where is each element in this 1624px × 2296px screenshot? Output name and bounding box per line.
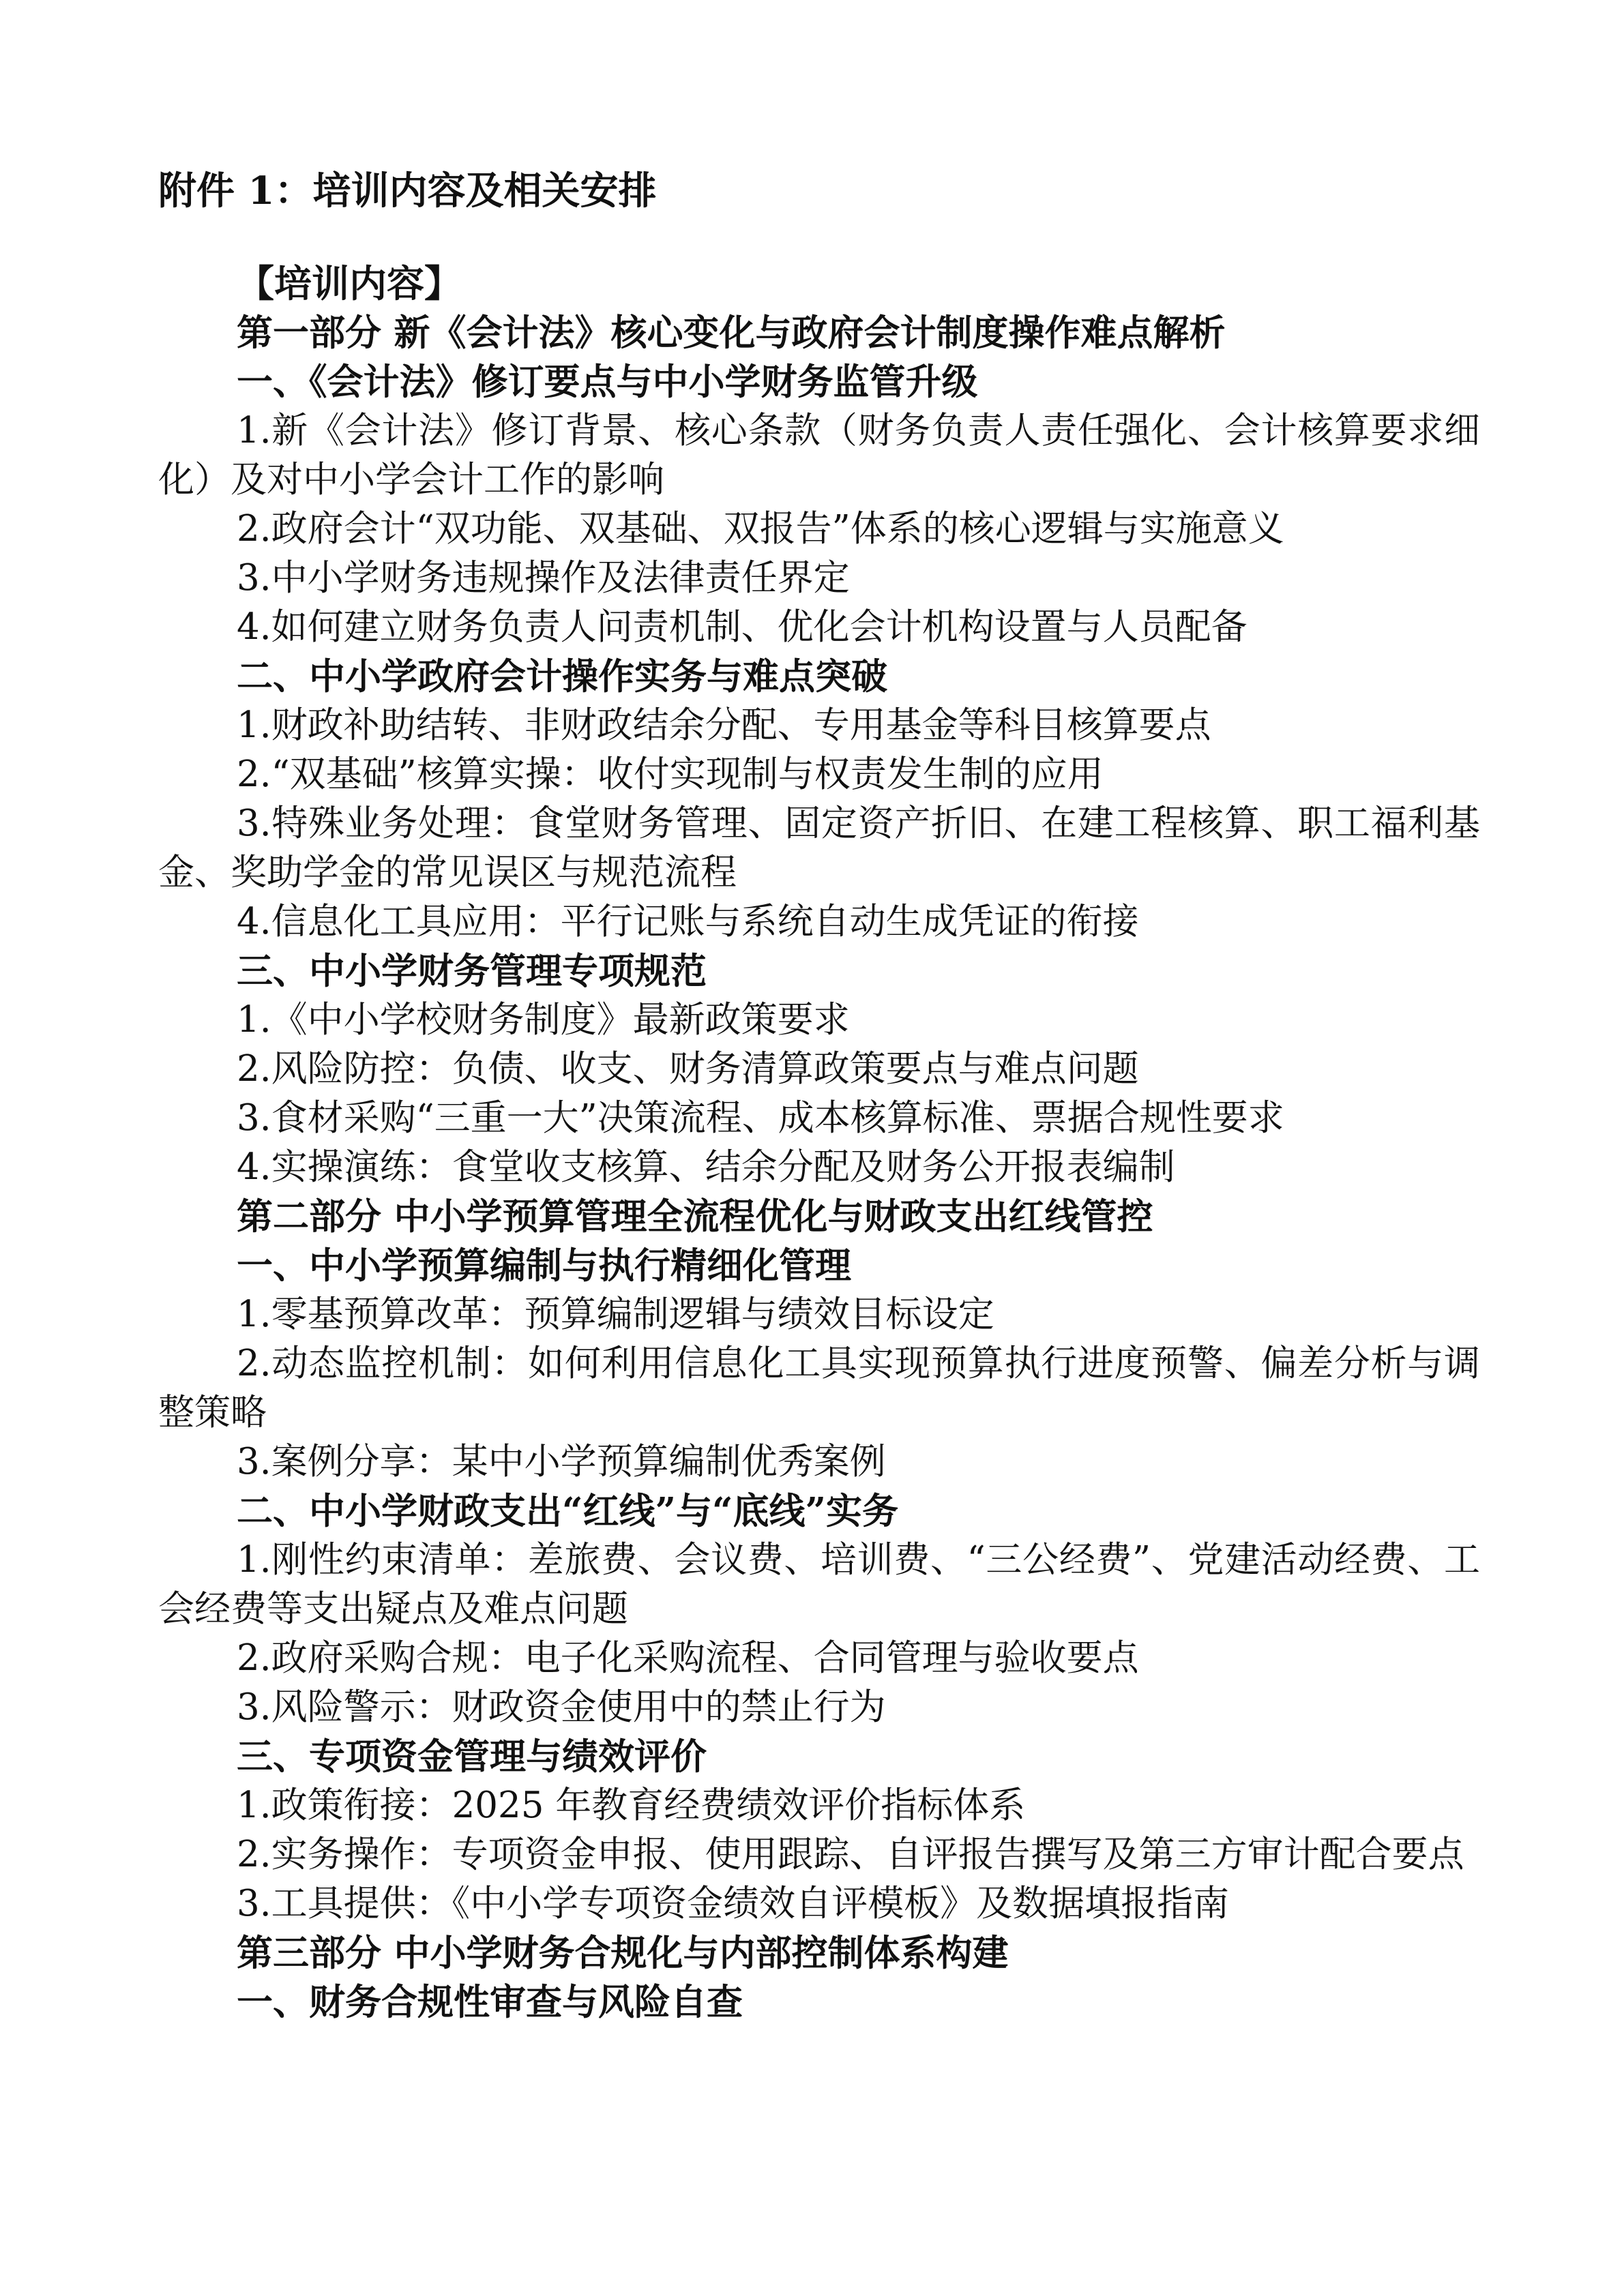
part-heading: 第三部分 中小学财务合规化与内部控制体系构建 (237, 1932, 1009, 1974)
list-item: 1.财政补助结转、非财政结余分配、专用基金等科目核算要点 (237, 704, 1211, 746)
subsection-heading: 三、专项资金管理与绩效评价 (237, 1735, 707, 1778)
subsection-heading: 三、中小学财务管理专项规范 (237, 950, 707, 992)
list-item: 1.刚性约束清单：差旅费、会议费、培训费、“三公经费”、党建活动经费、工会经费等支出疑点及难点问题 (158, 1539, 1480, 1630)
list-item: 3.案例分享：某中小学预算编制优秀案例 (237, 1441, 886, 1482)
list-item: 2.动态监控机制：如何利用信息化工具实现预算执行进度预警、偏差分析与调整策略 (158, 1343, 1480, 1433)
list-item: 4.实操演练：食堂收支核算、结余分配及财务公开报表编制 (237, 1146, 1175, 1188)
part-heading: 第二部分 中小学预算管理全流程优化与财政支出红线管控 (237, 1195, 1153, 1238)
section-heading: 【培训内容】 (237, 262, 462, 305)
list-item: 1.政策衔接：2025 年教育经费绩效评价指标体系 (237, 1785, 1026, 1826)
list-item: 3.食材采购“三重一大”决策流程、成本核算标准、票据合规性要求 (237, 1097, 1284, 1139)
part-heading: 第一部分 新《会计法》核心变化与政府会计制度操作难点解析 (237, 312, 1226, 354)
subsection-heading: 二、中小学财政支出“红线”与“底线”实务 (237, 1490, 898, 1532)
list-item: 3.中小学财务违规操作及法律责任界定 (237, 557, 850, 599)
list-item: 3.特殊业务处理：食堂财务管理、固定资产折旧、在建工程核算、职工福利基金、奖助学金的常见误区与规范流程 (158, 803, 1480, 893)
list-item: 3.工具提供：《中小学专项资金绩效自评模板》及数据填报指南 (237, 1883, 1230, 1924)
subsection-heading: 一、中小学预算编制与执行精细化管理 (237, 1244, 851, 1287)
list-item: 2.政府采购合规：电子化采购流程、合同管理与验收要点 (237, 1637, 1139, 1679)
list-item: 1.新《会计法》修订背景、核心条款（财务负责人责任强化、会计核算要求细化）及对中小学会计工作的影响 (158, 410, 1480, 501)
list-item: 2.政府会计“双功能、双基础、双报告”体系的核心逻辑与实施意义 (237, 508, 1284, 550)
list-item: 4.信息化工具应用：平行记账与系统自动生成凭证的衔接 (237, 901, 1139, 942)
attachment-title: 附件 1：培训内容及相关安排 (158, 168, 657, 213)
list-item: 2.实务操作：专项资金申报、使用跟踪、自评报告撰写及第三方审计配合要点 (237, 1834, 1464, 1875)
list-item: 2.风险防控：负债、收支、财务清算政策要点与难点问题 (237, 1048, 1139, 1090)
list-item: 3.风险警示：财政资金使用中的禁止行为 (237, 1686, 886, 1728)
subsection-heading: 二、中小学政府会计操作实务与难点突破 (237, 655, 887, 698)
list-item: 1.零基预算改革：预算编制逻辑与绩效目标设定 (237, 1294, 994, 1335)
list-item: 1.《中小学校财务制度》最新政策要求 (237, 999, 850, 1041)
document-body (158, 259, 1480, 2027)
list-item: 4.如何建立财务负责人问责机制、优化会计机构设置与人员配备 (237, 606, 1247, 648)
list-item: 2.“双基础”核算实操：收付实现制与权责发生制的应用 (237, 754, 1104, 795)
subsection-heading: 一、《会计法》修订要点与中小学财务监管升级 (237, 361, 978, 403)
subsection-heading: 一、财务合规性审查与风险自查 (237, 1981, 743, 2023)
